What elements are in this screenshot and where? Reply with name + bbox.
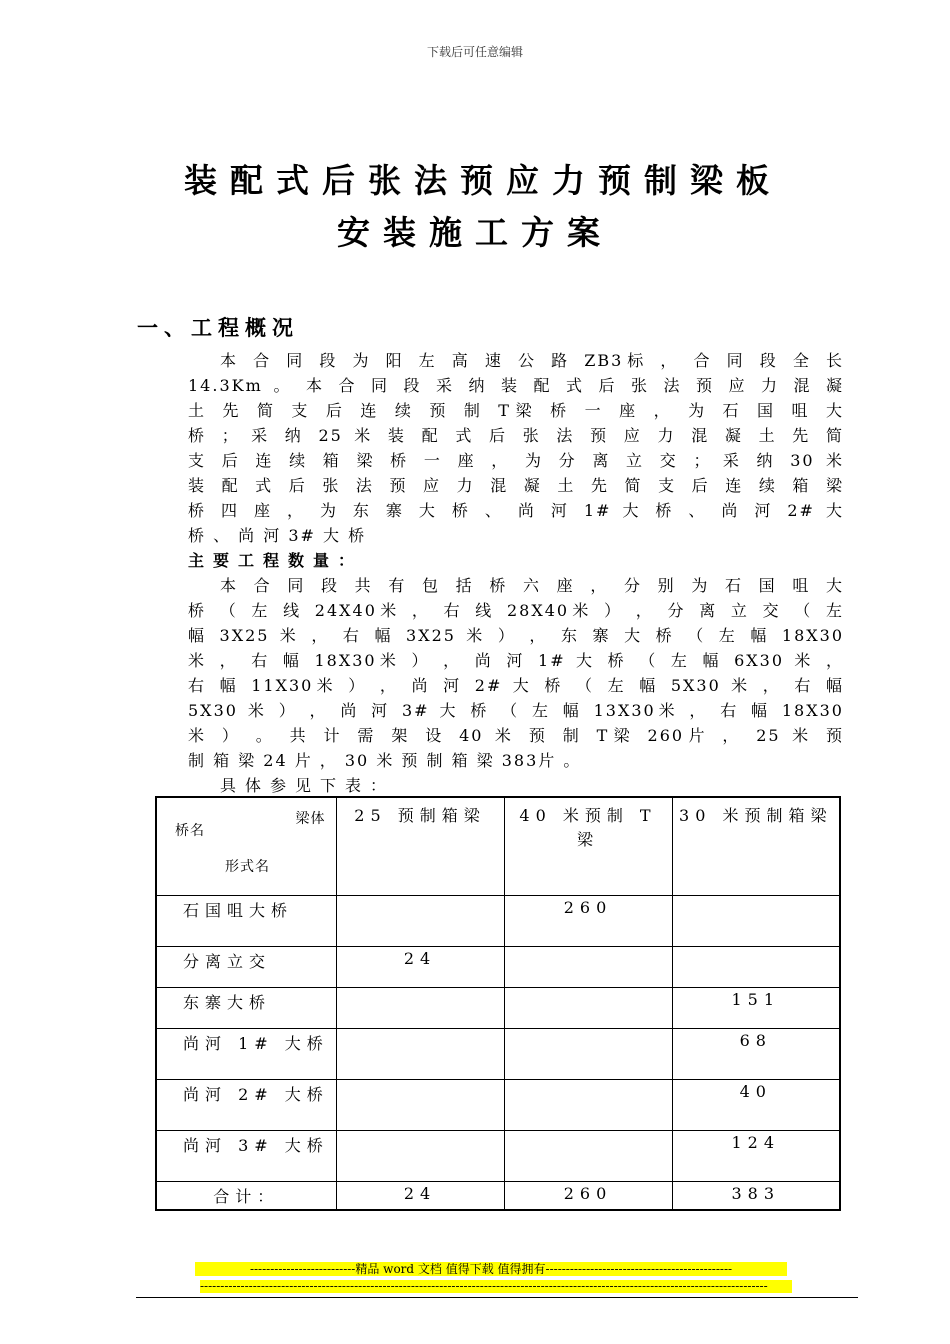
quantities-line: 5X30 米 ） ， 尚 河 3# 大 桥 （ 左 幅 13X30米 ， 右 幅 18X30 bbox=[188, 701, 844, 720]
value-cell: 260 bbox=[504, 896, 672, 947]
quantities-line: 米 ） 。 共 计 需 架 设 40 米 预 制 T梁 260片 ， 25 米 预 bbox=[188, 726, 844, 745]
total-value-cell: 383 bbox=[672, 1182, 840, 1211]
bridge-name-cell: 石国咀大桥 bbox=[156, 896, 336, 947]
value-cell bbox=[336, 988, 504, 1029]
table-row bbox=[156, 1029, 840, 1080]
table-row bbox=[156, 1131, 840, 1182]
corner-label-form: 形式名 bbox=[225, 859, 270, 875]
column-header-40m-t: 40 米预制 T梁 bbox=[504, 797, 672, 896]
corner-label-bridge: 桥名 bbox=[175, 823, 205, 839]
overview-line: 14.3Km 。 本 合 同 段 采 纳 装 配 式 后 张 法 预 应 力 混 凝 bbox=[188, 376, 844, 395]
total-value-cell: 260 bbox=[504, 1182, 672, 1211]
overview-line: 桥 ； 采 纳 25 米 装 配 式 后 张 法 预 应 力 混 凝 土 先 简 bbox=[188, 426, 844, 445]
footer-banner-dashes: -------------------------------------------------------------------------------------------------------------------------------------------- bbox=[200, 1280, 792, 1293]
quantities-heading: 主要工程数量： bbox=[188, 551, 364, 570]
corner-label-beam: 梁体 bbox=[295, 811, 326, 827]
table-row bbox=[156, 988, 840, 1029]
bridge-name-cell: 分离立交 bbox=[156, 947, 336, 988]
table-total-row bbox=[156, 1182, 840, 1211]
quantities-line: 制 箱 梁 24 片 ， 30 米 预 制 箱 梁 383片 。 bbox=[188, 751, 582, 770]
document-title-line2: 安装施工方案 bbox=[337, 213, 613, 252]
bridge-name-cell: 尚河 1# 大桥 bbox=[156, 1029, 336, 1080]
total-value-cell: 24 bbox=[336, 1182, 504, 1211]
header-note: 下载后可任意编辑 bbox=[426, 45, 523, 59]
table-row bbox=[156, 947, 840, 988]
column-header-30m-box: 30 米预制箱梁 bbox=[672, 797, 840, 896]
table-header-row bbox=[156, 797, 840, 896]
overview-line: 本 合 同 段 为 阳 左 高 速 公 路 ZB3标 ， 合 同 段 全 长 bbox=[220, 351, 844, 370]
value-cell bbox=[672, 896, 840, 947]
footer-divider bbox=[136, 1297, 858, 1298]
overview-paragraph bbox=[188, 348, 844, 798]
quantities-line: 本 合 同 段 共 有 包 括 桥 六 座 ， 分 别 为 石 国 咀 大 bbox=[220, 576, 844, 595]
column-header-25m-box: 25 预制箱梁 bbox=[336, 797, 504, 896]
table-row bbox=[156, 1080, 840, 1131]
value-cell: 124 bbox=[672, 1131, 840, 1182]
footer-banner: --------------------------精品 word 文档 值得下载 值得拥有---------------------------------------------- bbox=[195, 1262, 787, 1276]
value-cell bbox=[336, 1131, 504, 1182]
bridge-name-cell: 尚河 3# 大桥 bbox=[156, 1131, 336, 1182]
value-cell bbox=[504, 947, 672, 988]
bridge-name-cell: 东寨大桥 bbox=[156, 988, 336, 1029]
value-cell: 151 bbox=[672, 988, 840, 1029]
table-intro: 具体参见下表： bbox=[220, 776, 396, 795]
overview-line: 装 配 式 后 张 法 预 应 力 混 凝 土 先 简 支 后 连 续 箱 梁 bbox=[188, 476, 844, 495]
value-cell bbox=[336, 896, 504, 947]
quantities-line: 右 幅 11X30米 ） ， 尚 河 2# 大 桥 （ 左 幅 5X30 米 ， 右 幅 bbox=[188, 676, 844, 695]
quantities-line: 桥 （ 左 线 24X40米 ， 右 线 28X40米 ） ， 分 离 立 交 （ 左 bbox=[188, 601, 844, 620]
value-cell bbox=[672, 947, 840, 988]
section-heading-overview: 一、工程概况 bbox=[137, 316, 299, 340]
value-cell bbox=[504, 1080, 672, 1131]
document-title-line1: 装配式后张法预应力预制梁板 bbox=[184, 161, 782, 200]
value-cell bbox=[336, 1080, 504, 1131]
value-cell bbox=[504, 1131, 672, 1182]
table-row bbox=[156, 896, 840, 947]
overview-line: 土 先 简 支 后 连 续 预 制 T梁 桥 一 座 ， 为 石 国 咀 大 bbox=[188, 401, 844, 420]
overview-line: 桥 、 尚 河 3# 大 桥 bbox=[188, 526, 367, 545]
value-cell bbox=[336, 1029, 504, 1080]
value-cell: 40 bbox=[672, 1080, 840, 1131]
overview-line: 支 后 连 续 箱 梁 桥 一 座 ， 为 分 离 立 交 ； 采 纳 30 米 bbox=[188, 451, 844, 470]
value-cell: 68 bbox=[672, 1029, 840, 1080]
quantities-line: 幅 3X25 米 ， 右 幅 3X25 米 ） ， 东 寨 大 桥 （ 左 幅 18X30 bbox=[188, 626, 844, 645]
beam-quantity-table bbox=[155, 796, 841, 1211]
value-cell: 24 bbox=[336, 947, 504, 988]
value-cell bbox=[504, 1029, 672, 1080]
overview-line: 桥 四 座 ， 为 东 寨 大 桥 、 尚 河 1# 大 桥 、 尚 河 2# 大 bbox=[188, 501, 844, 520]
total-label-cell: 合计： bbox=[156, 1182, 336, 1211]
quantities-line: 米 ， 右 幅 18X30米 ） ， 尚 河 1# 大 桥 （ 左 幅 6X30 米 ， bbox=[188, 651, 844, 670]
bridge-name-cell: 尚河 2# 大桥 bbox=[156, 1080, 336, 1131]
table-corner-cell bbox=[156, 797, 336, 896]
value-cell bbox=[504, 988, 672, 1029]
